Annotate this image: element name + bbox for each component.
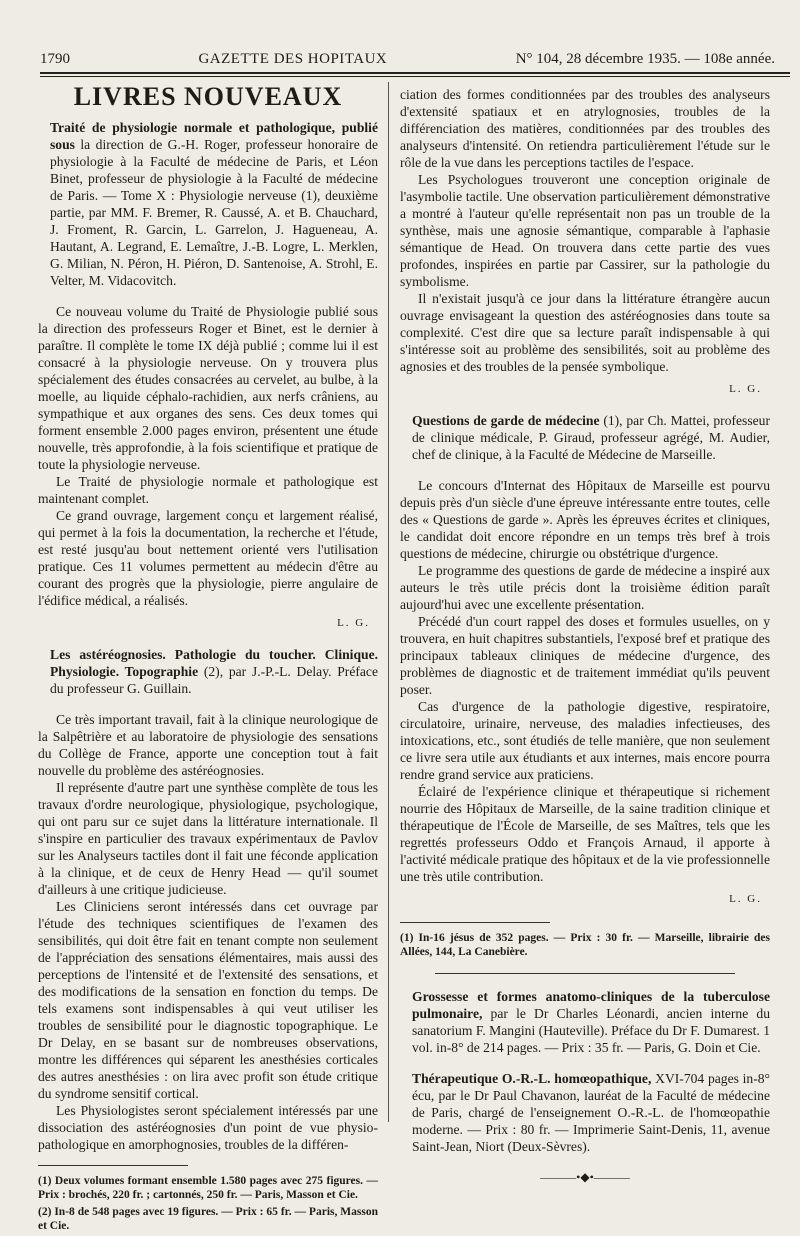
footnote-rule (38, 1165, 188, 1166)
signature: L. G. (337, 617, 370, 629)
right-column (400, 86, 770, 1186)
review-heading (38, 646, 378, 697)
review-heading (400, 988, 770, 1056)
paragraph: Les Physiologistes seront spécialement intéressés par une dissociation des astéréognosies d'un point de vue physio-pathologique en amorphognosies, troubles de la différen- (38, 1103, 378, 1152)
paragraph: Éclairé de l'expérience clinique et thérapeutique si richement nourrie des Hôpitaux de Marseille, de la saine tradition clinique et thérapeutique de l'École de Marseille, de ses Maîtres, tels que les regrettés professeurs Oddo et François Arnaud, il apporte à l'activité médicale pratique des hôpitaux et de la vie professionnelle une très utile contribution. (400, 784, 770, 884)
issue-info: N° 104, 28 décembre 1935. — 108e année. (515, 51, 775, 67)
paragraph: Il n'existait jusqu'à ce jour dans la littérature étrangère aucun ouvrage envisageant la question des astéréognosies dans toute sa complexité. C'est dire que sa lecture paraît indispensable à qui s'intéresse soit au problème des sensibilités, soit au problème des agnosies et des troubles de la pensée symbolique. (400, 291, 770, 374)
review-title: Questions de garde de médecine (412, 413, 600, 428)
review-title: Traité de physiologie normale et pathologique, publié sous (50, 120, 378, 152)
page-header (40, 44, 775, 68)
paragraph: Les Cliniciens seront intéressés dans cet ouvrage par l'étude des techniques scientifiques de l'examen des sensibilités, qui doit être fait en tenant compte non seulement de l'appréciation des sensations élémentaires, mais aussi des perceptions de l'intensité et de l'extensité des sensations, et des modifications de la sensation en fonction du temps. De tels examens sont indispensables à qui veut utiliser les troubles de sensibilité pour le diagnostic topographique. Le Dr Delay, en se basant sur de nombreuses observations, montre les différences qui séparent les anesthésies corticales des autres anesthésies : on lira avec profit son étude critique du syndrome sensitif cortical. (38, 899, 378, 1101)
paragraph: Le programme des questions de garde de médecine a inspiré aux auteurs le très utile précis dont la troisième édition paraît aujourd'hui avec une excellente présentation. (400, 563, 770, 612)
footnote: (1) In-16 jésus de 352 pages. — Prix : 30 fr. — Marseille, librairie des Allées, 144, La Canebière. (400, 932, 770, 958)
footnote: (1) Deux volumes formant ensemble 1.580 pages avec 275 figures. — Prix : brochés, 220 fr. ; cartonnés, 250 fr. — Paris, Masson et Cie. (38, 1175, 378, 1201)
paragraph: Les Psychologues trouveront une conception originale de l'asymbolie tactile. Une observation particulièrement démonstrative a montré à l'auteur qu'elle représentait non pas un trouble de la synthèse, mais une agnosie sémantique, comparable à l'aphasie sémantique de Head. On trouvera dans cette partie des vues profondes, inspirées en partie par Cassirer, sur la pathologie du symbolisme. (400, 172, 770, 289)
footnote-rule (400, 922, 550, 923)
paragraph: Le concours d'Internat des Hôpitaux de Marseille est pourvu depuis près d'un siècle d'une épreuve intéressante entre toutes, celle des « Questions de garde ». Après les épreuves écrites et cliniques, le candidat doit encore répondre en un temps très bref à trois questions de médecine, chirurgie ou obstétrique d'urgence. (400, 478, 770, 561)
left-column (38, 82, 379, 1236)
review-title: Les astéréognosies. Pathologie du toucher. Clinique. Physiologie. Topographie (50, 647, 378, 679)
review-credits: la direction de G.-H. Roger, professeur honoraire de physiologie à la Faculté de médecine de Paris, et Léon Binet, professeur de physiologie à la Faculté de médecine de Paris. — Tome X : Physiologie nerveuse (1), deuxième partie, par MM. F. Bremer, R. Caussé, A. et B. Chauchard, J. Froment, R. Garcin, L. Garrelon, J. Hagueneau, A. Hautant, A. Legrand, E. Lemaître, J.-B. Logre, L. Merklen, G. Milian, N. Péron, H. Piéron, D. Santenoise, A. Strohl, E. Velter, M. Vidacovitch. (50, 137, 379, 288)
section-title: LIVRES NOUVEAUX (73, 82, 343, 111)
section-rule (435, 973, 735, 974)
review-heading (400, 412, 770, 463)
paragraph: Le Traité de physiologie normale et pathologique est maintenant complet. (38, 474, 378, 506)
paragraph: Il représente d'autre part une synthèse complète de tous les travaux d'ordre neurologique, physiologique, psychologique, qui ont paru sur ce sujet dans la littérature internationale. Il s'inspire en particulier des travaux expérimentaux de Pavlov sur les Analyseurs tactiles dont il fait une féconde application à la clinique, et de ceux de Henry Head — qu'il soumet d'ailleurs à une critique judicieuse. (38, 780, 378, 897)
footnote: (2) In-8 de 548 pages avec 19 figures. — Prix : 65 fr. — Paris, Masson et Cie. (38, 1206, 378, 1232)
paragraph: Ce nouveau volume du Traité de Physiologie publié sous la direction des professeurs Roger et Binet, est le dernier à paraître. Il complète le tome IX déjà publié ; comme lui il est consacré à la physiologie nerveuse. On y trouvera plus spécialement des études consacrées au cervelet, au bulbe, à la moelle, au liquide céphalo-rachidien, aux nerfs crâniens, au sympathique et aux organes des sens. Ces deux tomes qui forment ensemble 2.000 pages environ, présentent une étude nouvelle, très approfondie, à la fois scientifique et pratique de toute la physiologie nerveuse. (38, 304, 378, 472)
signature: L. G. (729, 893, 762, 905)
review-credits: par le Dr Charles Léonardi, ancien interne du sanatorium F. Mangini (Hauteville). Préface du Dr F. Dumarest. 1 vol. in-8° de 214 pages. — Prix : 35 fr. — Paris, G. Doin et Cie. (412, 1006, 770, 1055)
review-credits: XVI-704 pages in-8° écu, par le Dr Paul Chavanon, lauréat de la Faculté de médecine de Paris, chargé de l'enseignement O.-R.-L. de l'homœopathie moderne. — Prix : 80 fr. — Imprimerie Saint-Denis, 11, avenue Saint-Jean, Niort (Deux-Sèvres). (412, 1071, 770, 1154)
paragraph: Ce grand ouvrage, largement conçu et largement réalisé, qui permet à la fois la documentation, la recherche et l'étude, est resté jusqu'au bout nettement orienté vers l'utilisation pratique. Ces 11 volumes permettent au médecin d'être au courant des progrès que la physiologie, pierre angulaire de l'édifice médical, a réalisés. (38, 508, 378, 608)
signature: L. G. (729, 383, 762, 395)
review-heading (38, 119, 378, 289)
paragraph: ciation des formes conditionnées par des troubles des analyseurs d'extensité spatiaux et en atrylognosies, troubles de la différenciation des matières, conditionnées par des troubles des analyseurs d'intensité. On retiendra particulièrement l'étude sur le rôle de la vue dans les perceptions tactiles de l'espace. (400, 87, 770, 170)
review-title: Thérapeutique O.-R.-L. homœopathique, (412, 1071, 652, 1086)
review-credits: (1), par Ch. Mattei, professeur de clinique médicale, P. Giraud, professeur agrégé, M. Audier, chef de clinique, à la Faculté de Médecine de Marseille. (412, 413, 770, 462)
column-divider (388, 82, 389, 1122)
paragraph: Cas d'urgence de la pathologie digestive, respiratoire, circulatoire, urinaire, nerveuse, des maladies infectieuses, des intoxications, etc., sont étudiés de telle manière, que non seulement ce livre sera utile aux étudiants et aux internes, mais encore pourra rendre grand service aux praticiens. (400, 699, 770, 782)
journal-title: GAZETTE DES HOPITAUX (198, 51, 388, 67)
review-credits: (2), par J.-P.-L. Delay. Préface du professeur G. Guillain. (50, 664, 378, 696)
paragraph: Précédé d'un court rappel des doses et formules usuelles, on y trouvera, en huit chapitres substantiels, l'exposé bref et pratique des principaux tableaux cliniques de médecine d'urgence, des problèmes de diagnostic et de traitement immédiat qu'ils peuvent poser. (400, 614, 770, 697)
header-rule (40, 72, 790, 74)
page-number: 1790 (40, 51, 70, 67)
paragraph: Ce très important travail, fait à la clinique neurologique de la Salpêtrière et au laboratoire de physiologie des sensations du Collège de France, apporte une conception tout à fait nouvelle du problème des astéréognosies. (38, 712, 378, 778)
review-title: Grossesse et formes anatomo-cliniques de la tuberculose pulmonaire, (412, 989, 770, 1021)
header-rule-thin (40, 76, 790, 77)
end-ornament: ———•◆•——— (540, 1170, 630, 1184)
review-heading (400, 1070, 770, 1155)
